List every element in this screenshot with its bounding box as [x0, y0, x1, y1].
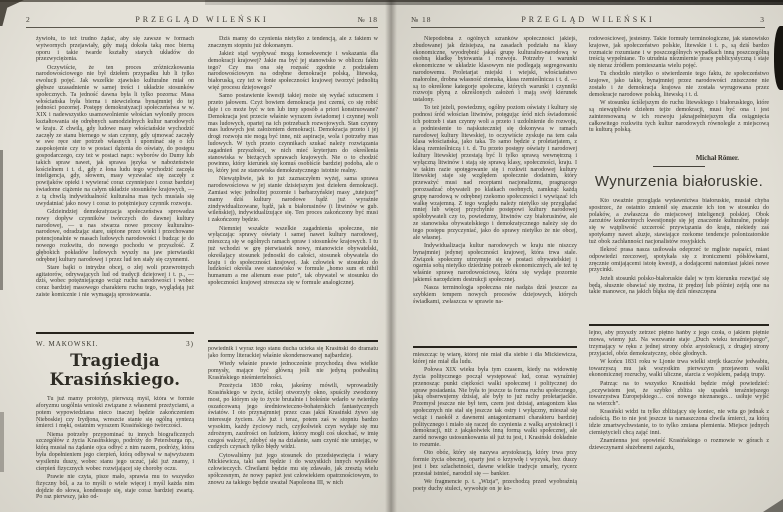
paragraph: lejno, aby przyszły zetrzeć piętno hańby z jego czoła, o jakiem piętnie mowa, wiemy już. Na wezwanie staje „Duch wieku teraźniejszego”, trzymający w ręku z jednej strony obóz arystokracji, z drugiej strony przyjaciel, obóz demokratyczny, obóz głodnych. — [589, 330, 769, 357]
paragraph: Ilekroć prasa nasza usiłowała odeprzeć te mgliste napaści, miast odpowiedzi rzeczowej, spotykała się z ironicznemi półsłówkami, zręcznie omijającemi istotę kwestji, a dodającemi natomiast jakieś nowe przycinki. — [589, 247, 769, 274]
paragraph: Patrząc na to wszystko Krasiński będzie mógł powiedzieć: „oczywistem jest, że szybko zbliża się upadek teraźniejszego towarzystwa Europejskiego… coś nowego nieznanego… usiłuje wyjść na wierzch”. — [589, 380, 769, 408]
paragraph: mieszcząc tę wiarę, której nie miał dla siebie i dla Mickiewicza, której nie miał dla ludu. — [413, 352, 577, 365]
author-signature: Michał Römer. — [695, 155, 739, 162]
paragraph: W końcu 1831 roku w Ljonie trwa wielki strejk tkaczów jedwabiu, towarzyszą mu jak wszystkim pierwszym przejawom walki ekonomicznej rozruchy, walki uliczne, starcia z wojskiem, padają trupy. — [589, 358, 769, 379]
left-page-column-1 — [36, 36, 194, 512]
article-title-wynurzenia: Wynurzenia białoruskie. — [594, 173, 764, 190]
paragraph: Krasiński widzi tu tylko zbliżający się koniec, nie wita go jednak z radością. Bo to nie jest jeszcze ta namaszczona chwila śmierci, za którą idzie zmartwychwstanie, to to tylko zmiana plemienia. Miejsce jednych ciemiężycieli chcą zająć inni. — [589, 409, 769, 436]
article-text-bottom — [413, 352, 577, 508]
scan-edge-top — [205, 0, 783, 5]
scan-mark-bottom-left — [0, 412, 4, 472]
journal-title: PRZEGLĄD WILEŃSKI — [135, 15, 269, 24]
paragraph: Nasza terminologja społeczna nie nadąża dziś jeszcze za szybkiem tempem nowych procesów dziejowych, których świadkami, zwłaszcza w sprawie na- — [413, 285, 577, 305]
section-rule — [413, 346, 577, 348]
left-page-column-2 — [208, 36, 378, 512]
article-body-text — [589, 198, 769, 320]
article-byline: W. MAKOWSKI. — [36, 340, 99, 349]
article-text-top — [208, 36, 378, 336]
right-page — [391, 2, 783, 512]
paragraph: Znamienna jest opowieść Krasińskiego o rozmowie w górach z dziewczynami służebnemi zajazdu, — [589, 438, 769, 451]
paragraph: Oczywiście, że ten proces zróżniczkowania narodowościowego nie był dziełem przypadku lub li tylko ewolucji pojęć. Jak wszelkie zjawisko kulturalne miał on głębsze uzasadnienie w samej treści i układzie stosunków społecznych. Ta jedność dawna była li tylko pozorna: Masa włościańska była bierna i niewcielona bynajmniej do tej jedności pozornej. Postępy demokratyzacji społeczeństwa w w. XIX i nadewszystko usamowolnienie włościan wyłoniły proces kształtowania się odrębnych samodzielnych kultur narodowych w kraju. Z chwilą, gdy ludowe masy włościańskie wychodzić zaczęły ze stanu biernego w stan czynny, gdy ujmować zaczęły w swe ręce ster potrzeb własnych i upominać się o ich zaspokojenie czy to w postaci dążenia do oświaty, do postępu gospodarczego, czy też w postaci napr.: wyborów do Dumy lub takich spraw nawet, jak sprawa języka w nabożeństwie kościelnem i t. d., gdy z łona ludu tego wychodzić zaczęła inteligencja, gdy, słowem, masy wyzwalać się zaczęły z powijaków opieki i wywierać coraz czynniejsze i coraz bardziej świadome ciążenie na całym układzie stosunków krajowych, — z tą chwilą indywidualność kulturalna mas tych musiała się uwydatniać jako nowy i coraz to potężniejszy czynnik rozwoju. — [36, 64, 194, 207]
paragraph: Niewątpliwie, jak to już zaznaczyłem wyżej, sama sprawa narodowościowa w jej stanie dzisiejszym jest dziełem demokracji. Zamiast więc jednolitej pozornie i barbarzyńskiej masy „tutejszej” mamy dziś kultury narodowe bądź już wyraźnie zindywidualizowane, bądź, jak u białorusinów (i litwinów w gub. wileńskiej), indywidualizujące się. Ten proces zakończony być musi i zakończony będzie. — [208, 176, 378, 224]
paragraph: Jeżeli stosunki polsko-białoruskie dalej w tym kierunku rozwijać się będą, słusznie obawiać się można, iż prędzej lub później zejdą one na takie manowce, na jakich błąka się dziś nieszczęsna — [589, 275, 769, 296]
article-continuation-text — [36, 36, 194, 328]
page-number: 3 — [760, 15, 765, 24]
section-rule — [208, 340, 378, 342]
paragraph: Samo postawienie kwestji takiej może się wydać sztucznem i przeto jałowem. Czyż bowiem demokracja jest czemś, co się robić daje i co może być w ten lub inny sposób a priori konstruowane? Demokracja jest przecie właśnie wyrazem świadomej i czynnej woli mas ludowych, opartej na ich potrzebach rozwojowych. Stan czynny mas ludowych jest założeniem demokracji. Demokracja przeto i jej drogi rozwoju nie mogą być inne, niż aspiracje, wola i potrzeby mas ludowych. W tych przeto czynnikach szukać należy rozwiązania zagadnień przyszłości, w nich mieć kryterjum do określenia stanowiska w bieżących sprawach krajowych. Nie o to chodzić powinno, który kierunek się komuś osobiście bardziej podoba, ale o to, który jest ze stanowiska demokratycznego istotnie realny. — [208, 93, 378, 175]
paragraph: Jakież stąd wypływać mogą konsekwencje i wskazania dla demokracji krajowej? Jakie ma być jej stanowisko w obliczu faktu tego? Czy ma ona się rozpaść zgodnie z podziałem narodowościowym na odrębne demokracje polską, litewską, białoruską, czy też w łonie społeczności krajowej tworzyć jednolitą więź procesu dziejowego? — [208, 51, 378, 92]
signature-rule — [653, 166, 705, 167]
right-page-column-1 — [413, 36, 577, 512]
paragraph: żywiołu, to też trudno żądać, aby się zawsze w formach wytwornych przejawiały, gdy mają dokoła taką moc bierną oporu i takie twarde kształty starych układów do przezwyciężenia. — [36, 36, 194, 63]
paragraph: Oto obóz, który się nazywa arystokracją, który trwa przy formie życia obecnej, oparty jest o krzywdę i wyzysk, bez duszy jest i bez szlachetności, dawne wielkie tradycje umarły, rycerz przestał istnieć, narodził się — bankier. — [413, 450, 577, 477]
paragraph: Niema potrzeby przypominać tu innych biograficznych szczegółów z życia Krasińskiego, podróży do Petersburga np., którą musiał na żądanie ojca odbyć z nim razem, podróży, która była dopełnieniem jego cierpień, którą odbywał w najwyższem wysileniu duszy, wobec stanu jego uczuć, jaki już znamy, i cierpień fizycznych wobec rozwijającej się choroby oczu. — [36, 431, 194, 472]
page-fold-shadow — [385, 0, 397, 512]
left-page — [0, 2, 391, 512]
article-text-top — [589, 36, 769, 152]
section-rule — [36, 332, 194, 334]
paragraph: Wtedy właśnie prawie jednocześnie przychodzą dwa wielkie pomysły, mające być główną jeśli nie jedyną podwaliną Krasińskiego nieśmiertelności. — [208, 361, 378, 381]
paragraph: Cytowaliśmy już jego stosunek do przedsięwzięcia i wiary Mickiewicza, taki sam będzie i do wszystkich innych wysiłków człowieczych. Chwilami będzie mu się zdawało, jak zresztą wielu spółczesnym, że nowy papież jest człowiekiem opatrznościowym, to znowu za takiego będzie uważał Napoleona III, w nich — [208, 452, 378, 486]
paragraph: Kto uważnie przegląda wydawnictwa białoruskie, musiał chyba spostrzec, że ostatnio zmienił się znacznie ich ton w stosunku do polaków, a zwłaszcza do miejscowej inteligencji polskiej. Obok zarzutów konkretnych kwestjonuje się jej znaczenie kulturalne, podaje się w wątpliwość szczerość przywiązania do kraju, niekiedy zaś spotykamy nawet aluzje, stawiające rzekome tendencje polonizatorskie tuż obok zachłanności nacjonalistów rosyjskich. — [589, 198, 769, 245]
journal-title: PRZEGLĄD WILEŃSKI — [521, 15, 655, 24]
paragraph: W stosunku ściślejszym do ruchu litewskiego i białoruskiego, które są niewątpliwie dziełem tejże demokracji, musi być ona i jest zainteresowaną w ich rozwoju jaknajpełniejszym dla osiągnięcia całkowitego rozkwitu tych kultur narodowych równolegle z miejscową tu kulturą polską. — [589, 100, 769, 134]
paragraph: Dziś mamy do czynienia nietylko z tendencją, ale z faktem w znacznym stopniu już dokonanym. — [208, 36, 378, 49]
scan-edge-left — [0, 150, 3, 290]
paragraph: To też jeżeli, powiedzmy, ogólny poziom oświaty i kultury się podnosi śród włościan litwinów, potęgując śród nich świadomość ich potrzeb i stan czynny woli a przeto i uzdolnienie do rozwoju, a podniesienie to najskuteczniej się dokonywa w ramach narodowej kultury litewskiej, to oczywiście zyskuje na tem cała klasa włościańska, jako taka. To samo będzie z proletarjatem, z klasą rzemieślniczą i t. d. Tu przeto postępy oświaty i narodowej kultury litewskiej przestają być li tylko sprawą wewnętrzną i wyłączną litwinów i stają się sprawą klasy, społeczności, kraju. I w takim razie spotęgowanie się i rozkwit narodowej kultury litewskiej staje się względem społecznie dodatnim, który przeważyć musi nad receptami nacjonalizmu, pragnącego porozsadzać obywateli po klatkach osobnych, zamknąć każdą grupę narodową w odrębnej rzekomo społeczności i wywiązać ich walkę wzajemną. Z tego względu należy nietylko się przyglądać mniej lub więcej przychylnie postępowi kultury narodowej spółobywateli czy to, powiedzmy, litwinów czy białorusinów, ale ze stanowiska obywatelskiego i demokratycznego należy się do tego postępu przyczyniać, jako do sprawy nietylko że nie obcej, ale własnej. — [413, 105, 577, 241]
section-rule — [589, 324, 769, 326]
issue-number: № 18 — [411, 15, 432, 24]
paragraph: Przeżycia 1830 roku, jakeśmy mówili, wprowadziły Krasińskiego w życie, ściślej otworzyły okno, spuściły zwodzony most, po którym się to życie brutalnie i boleśnie wdarło w twierdzę oszańcowaną jego średniowieczno-bohaterskich fantastycznych światów. I oto przynajmniej przez czas jakiś Krasiński żywo się interesuje życiem. Ale już i teraz, potem zaś w stopniu bardzo wysokim, każdy życiowy ruch, czyjkolwiek czyn wydaje się mu zdrożnym, zazdrości on ludziom, którzy mogli coś ukochać, w imię czegoś walczyć, zdobyć się na działanie, sam czynić nie umiejąc, w cudzych czynach tylko błędy widzi. — [208, 383, 378, 451]
article-text-top — [413, 36, 577, 342]
right-page-column-2 — [589, 36, 769, 512]
paragraph: rodowościowej, jesteśmy. Takie formuły terminologiczne, jak stanowisko krajowe, jak społeczeństwo polskie, litewskie i t. p., są dziś bardzo rozmaicie rozumiane i w poszczególnych wypadkach inną poszczególną treścią wypełniane. To utrudnia niezmiernie pracę publicystyczną i staje się nieraz źródłem pomieszania wielu pojęć. — [589, 36, 769, 70]
paragraph: Połowa XIX wieku była tym czasem, kiedy na widownię życia politycznego począł występować lud, coraz wyraźniej przenosząc punkt ciężkości walki społecznej i politycznej do spraw posiadania. Nie była to jeszcze ta forma ruchu społecznego, jaką obserwujemy dzisiaj, ale były to już ruchy proletarjackie. Przemysł jeszcze nie był tem, czem jest dzisiaj, antagonizm klas społecznych nie stał się jeszcze tak ostry i wyłączny, mieszał się wciąż i naokół z dawnemi antagonizmami charakteru bardziej politycznego i miało się raczej do czynienia z walką arystokracji i demokracji, niż z jakąkolwiek inną formą walki społecznej, ale zaród nowego ustosunkowania sił już tu jest, i Krasiński dokładnie to rozumie. — [413, 367, 577, 449]
article-title-tragiedja: Tragiedja Krasińskiego. — [49, 351, 181, 390]
paragraph: Gdzieindziej demokratyzacja społeczeństwa sprowadza nowy dopływ czynników twórczych do dawnej kultury narodowej, — u nas stwarza nowe procesy kulturalno-narodowe, odradzając stare, uśpione przez wieki i przechowane potencjonalnie w masach ludowych narodowości i budząc je do nowego rozkwitu, do nowego pochodu w przyszłość. Z głębokich pokładów ludowych wyszły na jaw pierwiastki odrębnej kultury narodowej i przez lud ten stały się czynnemi. — [36, 208, 194, 263]
article-byline-row — [36, 340, 194, 348]
issue-number: № 18 — [357, 15, 378, 24]
left-page-header — [26, 15, 378, 28]
paragraph: Stare bajki o intrydze obcej, o złej woli przewrotnych agitatorów, odrywających lud od tradycji dziejowej i t. p., — dziś, wobec potężniejącego wciąż ruchu narodowości i wobec coraz bardziej masowego charakteru ruchu tego, wyglądają już zaiste komicznie i nie wymagają sprostowania. — [36, 264, 194, 298]
paragraph: Prawie nie czyta, pisze mało, sprawia mu to wszystko fizyczny ból, a za to myśli o wiele więcej i myśl każda nim dojdzie do słowa, kondensuje się, staje coraz bardziej zwartą. Po raz pierwszy, jako od- — [36, 473, 194, 501]
paragraph: Niemniej wszakże wszelkie zagadnienia społeczne, nie wyłączając sprawy oświaty i samej nawet kultury narodowej, mieszczą się w ogólnych ramach spraw i stosunków krajowych. I tu już wchodzi w grę pierwiastek nowy, mianowicie obywatelski, określający stosunek jednostki do całości, stosunek obywatela do kraju i do społeczności krajowej. Jak człowiek w stosunku do ludzkości określa swe stanowisko w formule „homo sum et nihil humanum a me alienum esse puto”, tak obywatel w stosunku do społeczności krajowej streszcza się w formule analogicznej. — [208, 225, 378, 286]
page-number: 2 — [26, 15, 31, 24]
article-installment-number: 3) — [186, 340, 194, 349]
article-text-bottom — [208, 346, 378, 508]
article-body-text — [36, 396, 194, 512]
right-page-header — [411, 15, 765, 28]
paragraph: Tu chodziło nietylko o stwierdzenie tego faktu, że społeczeństwo krajowe, jako takie, bynajmniej przez narodowości zniszczone nie zostało i że demokracja krajowa nie została wyrugowana przez demokracje narodowe polską, litewską i t. d. — [589, 71, 769, 98]
paragraph: powiednik i wyraz tego stanu ducha ucieka się Krasiński do dramatu jako formy literackiej właśnie skondensowanej najbardziej. — [208, 346, 378, 359]
paragraph: We fragmencie p. t. „Wizja”, przechodzą przed wyobraźnią poety duchy stuleci, wywołuje on je ko- — [413, 479, 577, 492]
scan-blot-right-edge — [774, 26, 783, 90]
article-text-bottom — [589, 330, 769, 482]
paragraph: Indywidualizacja kultur narodowych w kraju nie niszczy bynajmniej jedynej społeczności krajowej, która trwa stale. Związek społeczny utrzymuje się w postaci obywatelskiej i ogarnia sobą nietylko dziedzinę potrzeb ekonomicznych, ale też tę właśnie sprawę narodowościową, która się wydaje pozornie jakiemś narzędziem destrukcji społecznej. — [413, 242, 577, 283]
paragraph: Tu już mamy prototyp, pierwszą myśl, która w formie aforyzmu uogólnia wnioski związane z własnemi przeżyciami, a potem wypowiedziana nieco inaczej będzie zakończeniem Nieboskiej czy Irydjona, wreszcie stanie się ogólną syntezą śmierci i męki, ostatnim wyrazem Krasińskiego twórczości. — [36, 396, 194, 430]
paragraph: Niepodobna z ogólnych szranków społeczności jakiejś, zbudowanej jak dzisiejsza, na zasadach podziału na klasy ekonomiczne, wyodrębnić jakąś grupę kulturalno-narodową w osobną kładkę bytowania i rozwoju. Potrzeby i warunki ekonomiczne w układzie klasowym nie podlegają segregowaniu narodowemu. Proletarjat miejski i wiejski, włościaństwo małorolne, drobna własność ziemska, klasa rzemieślnicza i t. d. — są to określone kategorje społeczne, których warunki i czynniki rozwoju płyną z określonych założeń i mają swój kierunek ustalony. — [413, 36, 577, 104]
